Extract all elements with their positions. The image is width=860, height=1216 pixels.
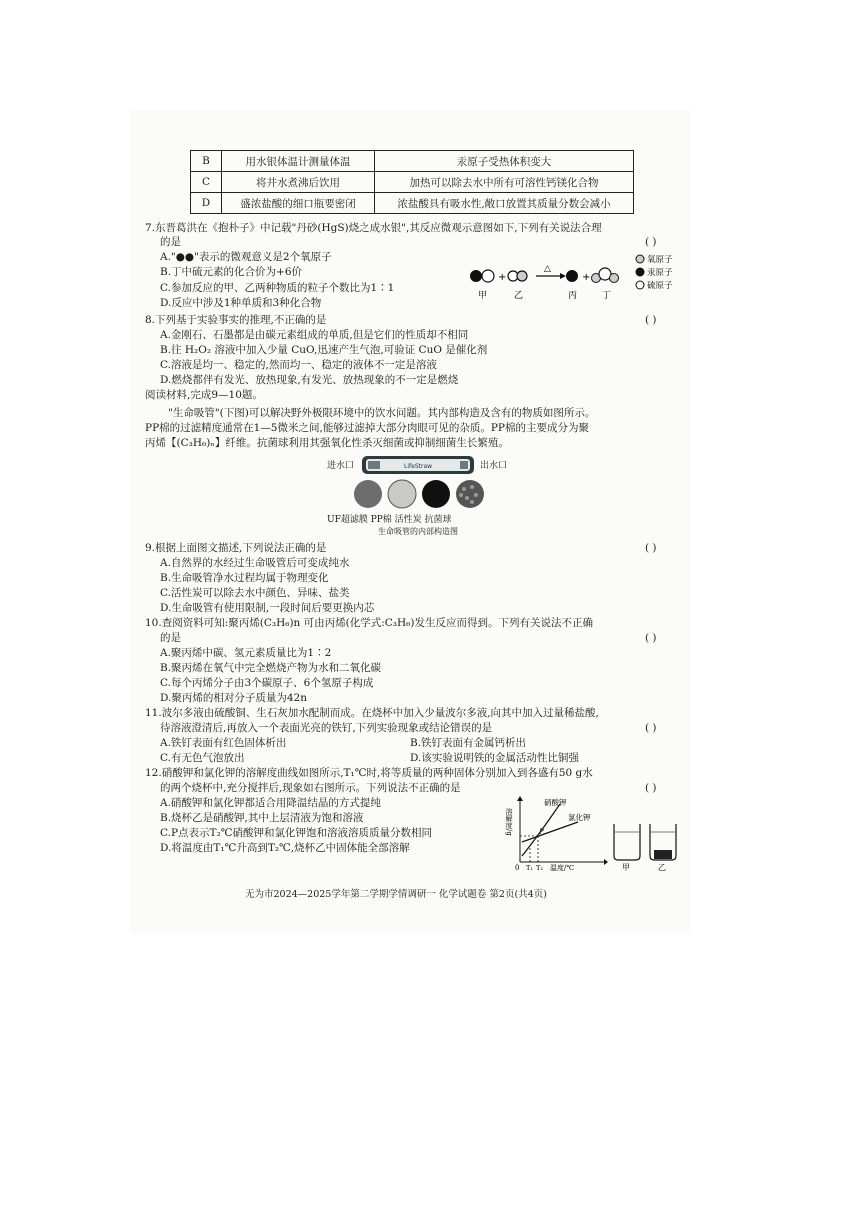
q8-option-a: A.金刚石、石墨都是由碳元素组成的单质,但是它们的性质却不相同 [160, 329, 469, 341]
q9-option-c: C.活性炭可以除去水中颜色、异味、盐类 [160, 587, 350, 599]
origin-label: 0 [515, 864, 520, 872]
label-jia: 甲 [478, 291, 488, 301]
beaker-yi-label: 乙 [658, 863, 666, 872]
row-label: D [191, 193, 222, 214]
answer-paren: ( ) [645, 236, 657, 248]
page-footer: 无为市2024—2025学年第二学期学情调研一 化学试题卷 第2页(共4页) [245, 889, 547, 900]
reaction-diagram [460, 250, 690, 302]
straw-cross-sections [352, 478, 492, 510]
q8-option-c: C.溶液是均一、稳定的,然而均一、稳定的液体不一定是溶液 [160, 359, 437, 371]
q12-option-d: D.将温度由T₁℃升高到T₂℃,烧杯乙中固体能全部溶解 [160, 842, 410, 854]
inlet-label: 进水口 [327, 461, 355, 471]
reading-paragraph-2: PP棉的过滤精度通常在1—5微米之间,能够过滤掉大部分肉眼可见的杂质。PP棉的主要成分为聚 [145, 422, 589, 434]
q12-stem: 12.硝酸钾和氯化钾的溶解度曲线如图所示,T₁℃时,将等质量的两种固体分别加入到各盛有50 g水 [145, 767, 593, 779]
reading-paragraph-1: "生命吸管"(下图)可以解决野外极限环境中的饮水问题。其内部构造及含有的物质如图所示。 [168, 407, 596, 419]
q7-option-c: C.参加反应的甲、乙两种物质的粒子个数比为1∶1 [160, 282, 395, 294]
row-explain: 加热可以除去水中所有可溶性钙镁化合物 [375, 172, 634, 193]
q12-stem-cont: 的两个烧杯中,充分搅拌后,现象如右图所示。下列说法不正确的是 [160, 782, 461, 794]
t2-label: T₂ [536, 864, 543, 872]
figure-caption: 生命吸管的内部构造图 [378, 527, 458, 536]
legend-mercury: 汞原子 [647, 268, 673, 278]
table-row [191, 193, 634, 214]
row-explain: 汞原子受热体积变大 [375, 151, 634, 172]
answer-paren: ( ) [645, 722, 657, 734]
table-row [191, 172, 634, 193]
row-explain: 浓盐酸具有吸水性,敞口放置其质量分数会减小 [375, 193, 634, 214]
beakers-figure [610, 820, 680, 872]
legend-oxygen: 氧原子 [647, 255, 673, 265]
row-fact: 将井水煮沸后饮用 [222, 172, 375, 193]
row-label: B [191, 151, 222, 172]
q8-option-d: D.燃烧都伴有发光、放热现象,有发光、放热现象的不一定是燃烧 [160, 374, 459, 386]
answer-paren: ( ) [645, 542, 657, 554]
q11-stem: 11.波尔多液由硫酸铜、生石灰加水配制而成。在烧杯中加入少量波尔多液,向其中加入过量稀盐酸, [145, 707, 599, 719]
q9-stem: 9.根据上面图文描述,下列说法正确的是 [145, 542, 327, 554]
curve-kno3-label: 硝酸钾 [544, 798, 567, 807]
q11-option-d: D.该实验说明铁的金属活动性比铜强 [410, 752, 579, 764]
q9-option-d: D.生命吸管有使用限制,一段时间后要更换内芯 [160, 602, 375, 614]
t1-label: T₁ [526, 864, 533, 872]
q12-option-c: C.P点表示T₂℃硝酸钾和氯化钾饱和溶液溶质质量分数相同 [160, 827, 433, 839]
table-row [191, 151, 634, 172]
q12-option-a: A.硝酸钾和氯化钾都适合用降温结晶的方式提纯 [160, 797, 381, 809]
heat-symbol: △ [544, 264, 551, 274]
q7-stem: 7.东晋葛洪在《抱朴子》中记载"丹砂(HgS)烧之成水银",其反应微观示意图如下,下列有关说法合理 [145, 222, 602, 234]
solubility-curve-figure [505, 796, 608, 872]
q11-stem-cont: 待溶液澄清后,再放入一个表面光亮的铁钉,下列实验现象或结论错误的是 [160, 722, 493, 734]
answer-paren: ( ) [645, 314, 657, 326]
reasoning-table [190, 150, 634, 214]
label-bing: 丙 [568, 291, 578, 301]
answer-paren: ( ) [645, 782, 657, 794]
q7-option-a: A."●●"表示的微观意义是2个氧原子 [160, 251, 332, 263]
q9-option-b: B.生命吸管净水过程均属于物理变化 [160, 572, 329, 584]
legend-sulfur: 硫原子 [647, 281, 673, 291]
answer-paren: ( ) [645, 632, 657, 644]
life-straw-image [360, 452, 485, 478]
curve-kcl-label: 氯化钾 [568, 813, 591, 822]
q8-stem: 8.下列基于实验事实的推理,不正确的是 [145, 314, 327, 326]
x-axis-label: 温度/℃ [550, 864, 575, 872]
outlet-label: 出水口 [480, 461, 508, 471]
q10-option-c: C.每个丙烯分子由3个碳原子、6个氢原子构成 [160, 677, 374, 689]
straw-layers-label: UF超滤膜 PP棉 活性炭 抗菌球 [327, 515, 452, 525]
reading-paragraph-3: 丙烯【(C₃H₆)ₙ】纤维。抗菌球利用其强氧化性杀灭细菌或抑制细菌生长繁殖。 [145, 437, 509, 449]
label-yi: 乙 [514, 291, 524, 301]
label-ding: 丁 [602, 291, 612, 301]
q10-stem-cont: 的是 [160, 632, 181, 644]
beaker-jia-label: 甲 [622, 863, 630, 872]
svg-text:+: + [582, 272, 591, 283]
q11-option-c: C.有无色气泡放出 [160, 752, 245, 764]
svg-text:+: + [498, 272, 507, 283]
q10-option-b: B.聚丙烯在氧气中完全燃烧产物为水和二氧化碳 [160, 662, 382, 674]
row-fact: 盛浓盐酸的细口瓶要密闭 [222, 193, 375, 214]
q7-stem-cont: 的是 [160, 236, 181, 248]
q7-option-b: B.丁中硫元素的化合价为+6价 [160, 266, 303, 278]
q12-option-b: B.烧杯乙是硝酸钾,其中上层清液为饱和溶液 [160, 812, 364, 824]
brand-text: LifeStraw [404, 463, 433, 470]
q10-option-d: D.聚丙烯的相对分子质量为42n [160, 692, 308, 704]
row-label: C [191, 172, 222, 193]
q9-option-a: A.自然界的水经过生命吸管后可变成纯水 [160, 557, 350, 569]
point-p-label: P [539, 828, 544, 836]
q10-stem: 10.查阅资料可知:聚丙烯(C₃H₆)n 可由丙烯(化学式:C₃H₆)发生反应而得到。下列有关说法不正确 [145, 617, 593, 629]
q8-option-b: B.往 H₂O₂ 溶液中加入少量 CuO,迅速产生气泡,可验证 CuO 是催化剂 [160, 344, 488, 356]
reading-intro: 阅读材料,完成9—10题。 [145, 389, 263, 401]
y-axis-label: 溶解度/g [505, 808, 513, 836]
row-fact: 用水银体温计测量体温 [222, 151, 375, 172]
q10-option-a: A.聚丙烯中碳、氢元素质量比为1∶2 [160, 647, 332, 659]
q11-option-b: B.铁钉表面有金属钙析出 [410, 737, 527, 749]
q11-option-a: A.铁钉表面有红色固体析出 [160, 737, 287, 749]
q7-option-d: D.反应中涉及1种单质和3种化合物 [160, 297, 322, 309]
